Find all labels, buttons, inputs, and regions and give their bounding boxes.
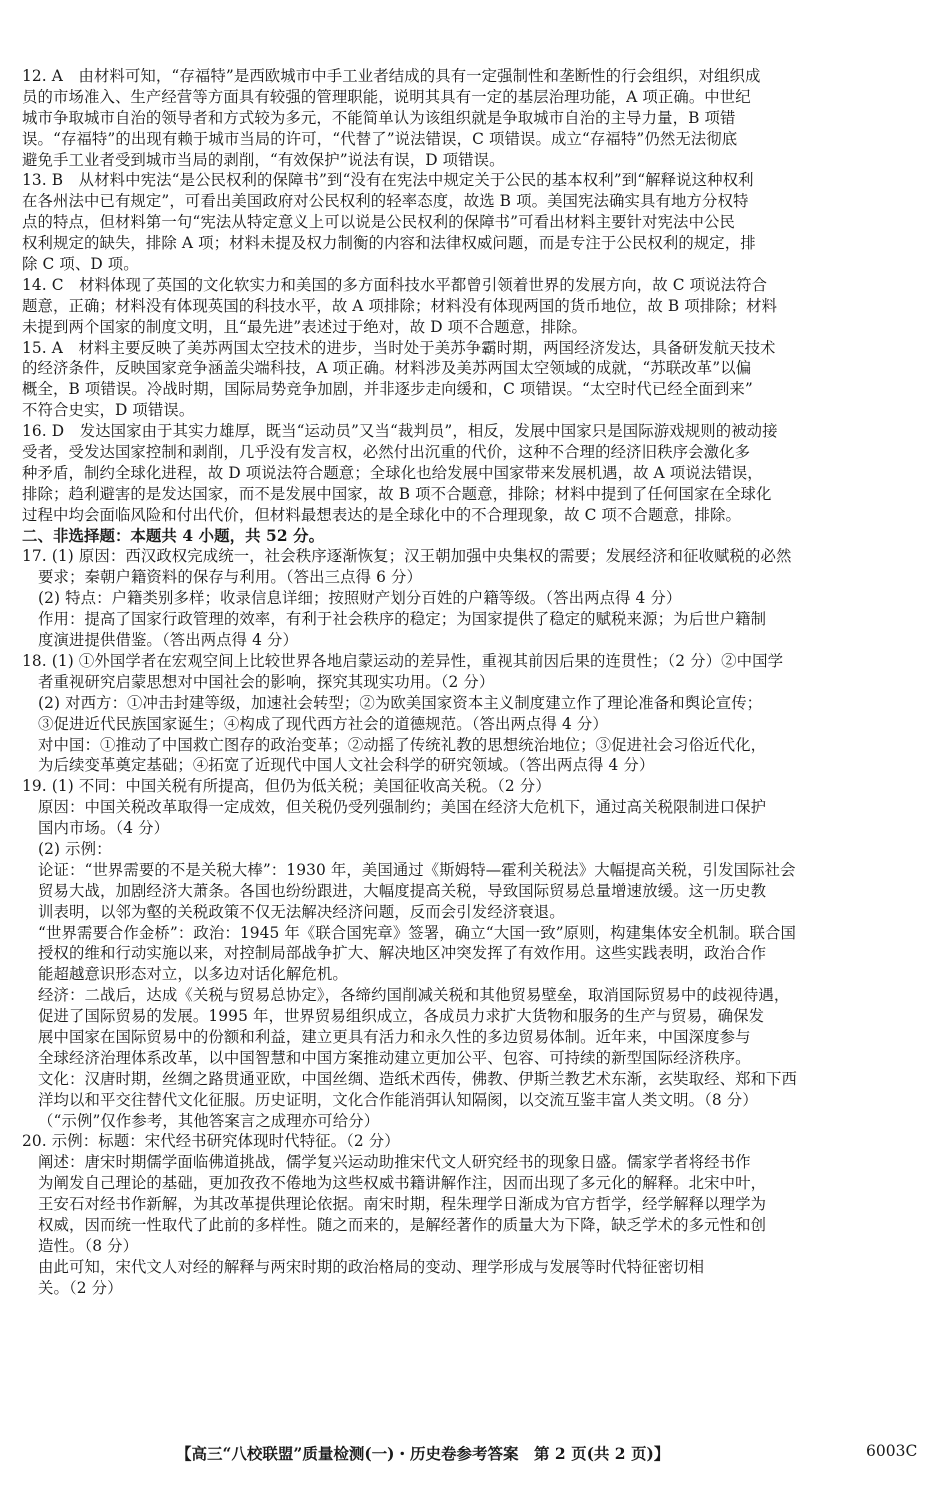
text-line: (2) 对西方：①冲击封建等级，加速社会转型；②为欧美国家资本主义制度建立作了理论准备和舆论宣传； bbox=[38, 693, 763, 712]
text-line: 题意，正确；材料没有体现英国的科技水平，故 A 项排除；材料没有体现两国的货币地位，故 B 项排除；材料 bbox=[22, 296, 778, 315]
text-line: 论证：“世界需要的不是关税大棒”：1930 年，美国通过《斯姆特—霍利关税法》大幅提高关税，引发国际社会 bbox=[38, 860, 796, 879]
footer-title: 【高三“八校联盟”质量检测(一)・历史卷参考答案 第 2 页(共 2 页)】 bbox=[176, 1444, 670, 1463]
text-line: 对中国：①推动了中国救亡图存的政治变革；②动摇了传统礼教的思想统治地位；③促进社会习俗近代化， bbox=[38, 735, 767, 754]
text-line: 17. (1) 原因：西汉政权完成统一，社会秩序逐渐恢复；汉王朝加强中央集权的需要；发展经济和征收赋税的必然 bbox=[22, 547, 792, 566]
text-line: 的经济条件，反映国家竞争涵盖尖端科技，A 项正确。材料涉及美苏两国太空领域的成就，“苏联改革”以偏 bbox=[22, 359, 752, 378]
text-line: 18. (1) ①外国学者在宏观空间上比较世界各地启蒙运动的差异性，重视其前因后果的连贯性；（2 分）②中国学 bbox=[22, 651, 784, 670]
text-line: 避免手工业者受到城市当局的剥削，“有效保护”说法有误，D 项错误。 bbox=[22, 150, 505, 169]
text-line: 20. 示例：标题：宋代经书研究体现时代特征。（2 分） bbox=[22, 1132, 400, 1151]
text-line: （“示例”仅作参考，其他答案言之成理亦可给分） bbox=[38, 1111, 380, 1130]
text-line: 贸易大战，加剧经济大萧条。各国也纷纷跟进，大幅度提高关税，导致国际贸易总量增速放缓。这一历史教 bbox=[38, 881, 767, 900]
text-line: 权威，因而统一性取代了此前的多样性。随之而来的，是解经著作的质量大为下降，缺乏学术的多元性和创 bbox=[38, 1215, 767, 1234]
text-line: 王安石对经书作新解，为其改革提供理论依据。南宋时期，程朱理学日渐成为官方哲学，经学解释以理学为 bbox=[38, 1195, 767, 1214]
text-line: ③促进近代民族国家诞生；④构成了现代西方社会的道德规范。（答出两点得 4 分） bbox=[38, 714, 608, 733]
text-line: 文化：汉唐时期，丝绸之路贯通亚欧，中国丝绸、造纸术西传，佛教、伊斯兰教艺术东渐，玄奘取经、郑和下西 bbox=[38, 1069, 798, 1088]
text-line: 概全，B 项错误。冷战时期，国际局势竞争加剧，并非逐步走向缓和，C 项错误。“太空时代已经全面到来” bbox=[22, 380, 753, 399]
text-line: 由此可知，宋代文人对经的解释与两宋时期的政治格局的变动、理学形成与发展等时代特征密切相 bbox=[38, 1257, 705, 1276]
text-line: 城市争取城市自治的领导者和方式较为多元，不能简单认为该组织就是争取城市自治的主导力量，B 项错 bbox=[22, 108, 736, 127]
footer-doc-code: 6003C bbox=[866, 1442, 918, 1460]
text-line: “世界需要合作金桥”：政治：1945 年《联合国宪章》签署，确立“大国一致”原则，构建集体安全机制。联合国 bbox=[38, 923, 797, 942]
text-line: 误。“存福特”的出现有赖于城市当局的许可，“代替了”说法错误，C 项错误。成立“存福特”仍然无法彻底 bbox=[22, 129, 738, 148]
text-line: 除 C 项、D 项。 bbox=[22, 255, 139, 274]
text-line: 关。（2 分） bbox=[38, 1278, 123, 1297]
text-line: 二、非选择题：本题共 4 小题，共 52 分。 bbox=[22, 526, 325, 545]
text-line: 授权的维和行动实施以来，对控制局部战争扩大、解决地区冲突发挥了有效作用。这些实践表明，政治合作 bbox=[38, 944, 767, 963]
text-line: (2) 特点：户籍类别多样；收录信息详细；按照财产划分百姓的户籍等级。（答出两点得 4 分） bbox=[38, 589, 682, 608]
text-line: 13. B 从材料中宪法“是公民权利的保障书”到“没有在宪法中规定关于公民的基本权利”到“解释说这种权利 bbox=[22, 171, 754, 190]
text-line: 度演进提供借鉴。（答出两点得 4 分） bbox=[38, 631, 299, 650]
text-line: 作用：提高了国家行政管理的效率，有利于社会秩序的稳定；为国家提供了稳定的赋税来源；为后世户籍制 bbox=[38, 610, 767, 629]
text-line: 为后续变革奠定基础；④拓宽了近现代中国人文社会科学的研究领域。（答出两点得 4 分） bbox=[38, 756, 655, 775]
text-line: 原因：中国关税改革取得一定成效，但关税仍受列强制约；美国在经济大危机下，通过高关税限制进口保护 bbox=[38, 798, 767, 817]
text-line: 14. C 材料体现了英国的文化软实力和美国的多方面科技水平都曾引领着世界的发展方向，故 C 项说法符合 bbox=[22, 275, 768, 294]
text-line: 经济：二战后，达成《关税与贸易总协定》，各缔约国削减关税和其他贸易壁垒，取消国际贸易中的歧视待遇， bbox=[38, 986, 790, 1005]
text-line: 过程中均会面临风险和付出代价，但材料最想表达的是全球化中的不合理现象，故 C 项不合题意，排除。 bbox=[22, 505, 741, 524]
text-line: 15. A 材料主要反映了美苏两国太空技术的进步，当时处于美苏争霸时期，两国经济发达，具备研发航天技术 bbox=[22, 338, 776, 357]
text-line: 16. D 发达国家由于其实力雄厚，既当“运动员”又当“裁判员”，相反，发展中国家只是国际游戏规则的被动接 bbox=[22, 422, 778, 441]
text-line: 者重视研究启蒙思想对中国社会的影响，探究其现实功用。（2 分） bbox=[38, 672, 495, 691]
text-line: 阐述：唐宋时期儒学面临佛道挑战，儒学复兴运动助推宋代文人研究经书的现象日盛。儒家学者将经书作 bbox=[38, 1153, 751, 1172]
answer-key-body bbox=[22, 66, 932, 1299]
text-line: 展中国家在国际贸易中的份额和利益，建立更具有活力和永久性的多边贸易体制。近年来，中国深度参与 bbox=[38, 1027, 751, 1046]
text-line: 未提到两个国家的制度文明，且“最先进”表述过于绝对，故 D 项不合题意，排除。 bbox=[22, 317, 588, 336]
text-line: 造性。（8 分） bbox=[38, 1236, 139, 1255]
text-line: 12. A 由材料可知，“存福特”是西欧城市中手工业者结成的具有一定强制性和垄断性的行会组织，对组织成 bbox=[22, 67, 761, 85]
text-line: 种矛盾，制约全球化进程，故 D 项说法符合题意；全球化也给发展中国家带来发展机遇，故 A 项说法错误， bbox=[22, 463, 763, 482]
text-line: 洋均以和平交往替代文化征服。历史证明，文化合作能消弭认知隔阂，以交流互鉴丰富人类文明。（8 分） bbox=[38, 1090, 758, 1109]
text-line: 不符合史实，D 项错误。 bbox=[22, 401, 195, 420]
text-line: 点的特点，但材料第一句“宪法从特定意义上可以说是公民权利的保障书”可看出材料主要针对宪法中公民 bbox=[22, 213, 736, 232]
text-line: 全球经济治理体系改革，以中国智慧和中国方案推动建立更加公平、包容、可持续的新型国际经济秩序。 bbox=[38, 1048, 751, 1067]
text-line: 能超越意识形态对立，以多边对话化解危机。 bbox=[38, 965, 348, 984]
text-line: 训表明，以邻为壑的关税政策不仅无法解决经济问题，反而会引发经济衰退。 bbox=[38, 902, 565, 921]
text-line: 国内市场。（4 分） bbox=[38, 819, 170, 838]
text-line: 排除；趋利避害的是发达国家，而不是发展中国家，故 B 项不合题意，排除；材料中提到了任何国家在全球化 bbox=[22, 484, 772, 503]
text-line: 要求；秦朝户籍资料的保存与利用。（答出三点得 6 分） bbox=[38, 568, 422, 587]
text-line: 在各州法中已有规定”，可看出美国政府对公民权利的轻率态度，故选 B 项。美国宪法确实具有地方分权特 bbox=[22, 192, 749, 211]
text-line: 19. (1) 不同：中国关税有所提高，但仍为低关税；美国征收高关税。（2 分） bbox=[22, 777, 551, 796]
text-line: (2) 示例： bbox=[38, 839, 112, 858]
page-footer bbox=[0, 1442, 950, 1466]
text-line: 受者，受发达国家控制和剥削，几乎没有发言权，必然付出沉重的代价，这种不合理的经济旧秩序会激化多 bbox=[22, 443, 751, 462]
text-line: 员的市场准入、生产经营等方面具有较强的管理职能，说明其具有一定的基层治理功能，A 项正确。中世纪 bbox=[22, 87, 751, 106]
text-line: 为阐发自己理论的基础，更加孜孜不倦地为这些权威书籍讲解作注，因而出现了多元化的解释。北宋中叶， bbox=[38, 1174, 767, 1193]
text-line: 权利规定的缺失，排除 A 项；材料未提及权力制衡的内容和法律权威问题，而是专注于公民权利的规定，排 bbox=[22, 234, 756, 253]
text-line: 促进了国际贸易的发展。1995 年，世界贸易组织成立，各成员力求扩大货物和服务的生产与贸易，确保发 bbox=[38, 1007, 765, 1026]
